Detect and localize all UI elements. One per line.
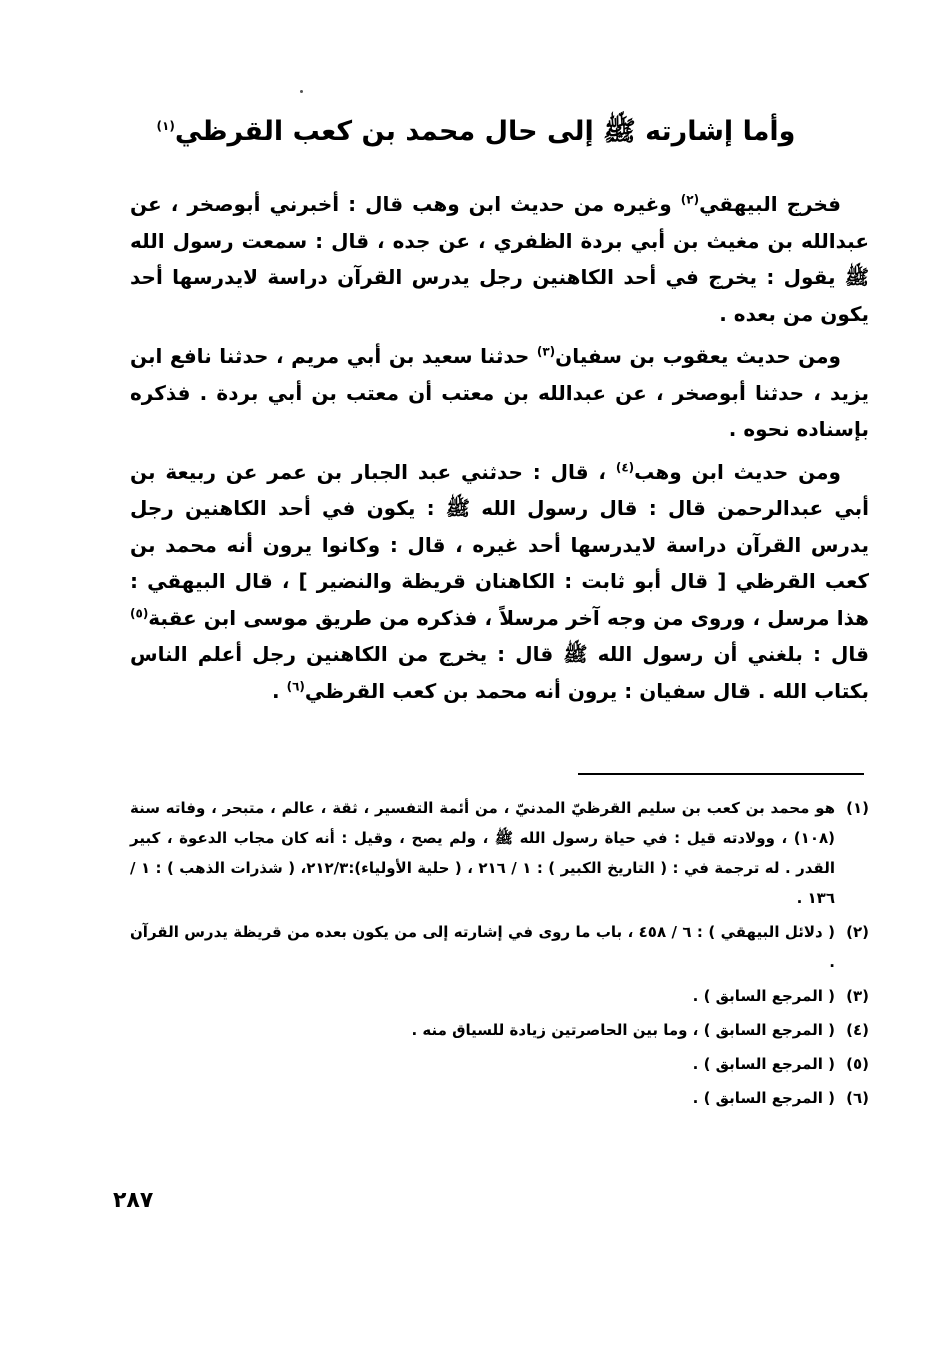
footnote-ref: (٢) (680, 192, 700, 207)
footnote-text: ( المرجع السابق ) . (692, 987, 835, 1005)
title-footnote-ref: (١) (156, 119, 175, 133)
footnote-text: ( المرجع السابق ) ، وما بين الحاصرتين زيادة للسياق منه . (411, 1021, 835, 1039)
text-run: ومن حديث ابن وهب (634, 459, 841, 484)
footnote-ref: (٤) (615, 459, 635, 474)
footnote-separator (578, 773, 864, 775)
footnote-text: ( المرجع السابق ) . (692, 1055, 835, 1073)
footnote (130, 793, 869, 913)
text-run: فخرج البيهقي (699, 192, 841, 216)
footnote-number: (٦) (846, 1089, 869, 1107)
footnote-text: ( المرجع السابق ) . (692, 1089, 835, 1107)
footnote (130, 981, 869, 1011)
page-number: ٢٨٧ (113, 1188, 154, 1213)
text-run: وغيره من حديث ابن وهب قال : أخبرني أبوصخر ، عن عبدالله بن مغيث بن أبي بردة الظفري ، عن جده ، قال : سمعت رسول الله ﷺ يقول : يخرج في أحد الكاهنين رجل يدرس القرآن دراسة لايدرسها أحد يكون من بعده . (130, 192, 869, 326)
footnote-number: (٤) (846, 1021, 869, 1039)
footnote-number: (٥) (846, 1055, 869, 1073)
footnote-text: هو محمد بن كعب بن سليم القرظيّ المدنيّ ، من أئمة التفسير ، ثقة ، عالم ، متبحر ، وفاته سنة (١٠٨) ، وولادته قيل : في حياة رسول الله ﷺ ، ولم يصح ، وقيل : أنه كان مجاب الدعوة ، كبير القدر . له ترجمة في : ( التاريخ الكبير ) : ١ / ٢١٦ ، ( حلية الأولياء):٢١٢/٣، ( شذرات الذهب ) : ١ / ١٣٦ . (130, 799, 835, 907)
footnote (130, 1049, 869, 1079)
footnote (130, 917, 869, 977)
text-run: حدثنا سعيد بن أبي مريم ، حدثنا نافع ابن يزيد ، حدثنا أبوصخر ، عن عبدالله بن معتب أن معتب بن أبي بردة . فذكره بإسناده نحوه . (130, 344, 869, 441)
footnote-text: ( دلائل البيهقي ) : ٦ / ٤٥٨ ، باب ما روى في إشارته إلى من يكون بعده من قريظة يدرس القرآن . (130, 923, 835, 971)
footnote-number: (٣) (846, 987, 869, 1005)
paragraph (130, 338, 869, 448)
section-title-text: وأما إشارته ﷺ إلى حال محمد بن كعب القرظي (174, 116, 796, 147)
footnote (130, 1083, 869, 1113)
main-text (130, 186, 869, 715)
text-run: . (272, 678, 287, 703)
text-run: ، قال : حدثني عبد الجبار بن عمر عن ربيعة بن أبي عبدالرحمن قال : قال رسول الله ﷺ : يكون في أحد الكاهنين رجل يدرس القرآن دراسة لايدرسها أحد غيره ، قال : وكانوا يرون أنه محمد بن كعب القرظي [ قال أبو ثابت : الكاهنان قريظة والنضير ] ، قال البيهقي : هذا مرسل ، وروى من وجه آخر مرسلاً ، فذكره من طريق موسى ابن عقبة (130, 459, 869, 630)
footnotes (130, 793, 869, 1117)
text-run: ومن حديث يعقوب بن سفيان (555, 344, 841, 368)
footnote-ref: (٥) (130, 605, 149, 620)
footnote-ref: (٦) (286, 678, 305, 693)
paragraph (130, 186, 869, 332)
text-run: قال : بلغني أن رسول الله ﷺ قال : يخرج من الكاهنين رجل أعلم الناس بكتاب الله . قال سفيان : يرون أنه محمد بن كعب القرظي (130, 642, 869, 703)
footnote (130, 1015, 869, 1045)
footnote-ref: (٣) (536, 344, 556, 359)
scan-speck (300, 90, 303, 93)
section-title (110, 112, 842, 152)
footnote-number: (٢) (846, 923, 869, 941)
paragraph (130, 454, 869, 710)
footnote-number: (١) (846, 799, 869, 817)
